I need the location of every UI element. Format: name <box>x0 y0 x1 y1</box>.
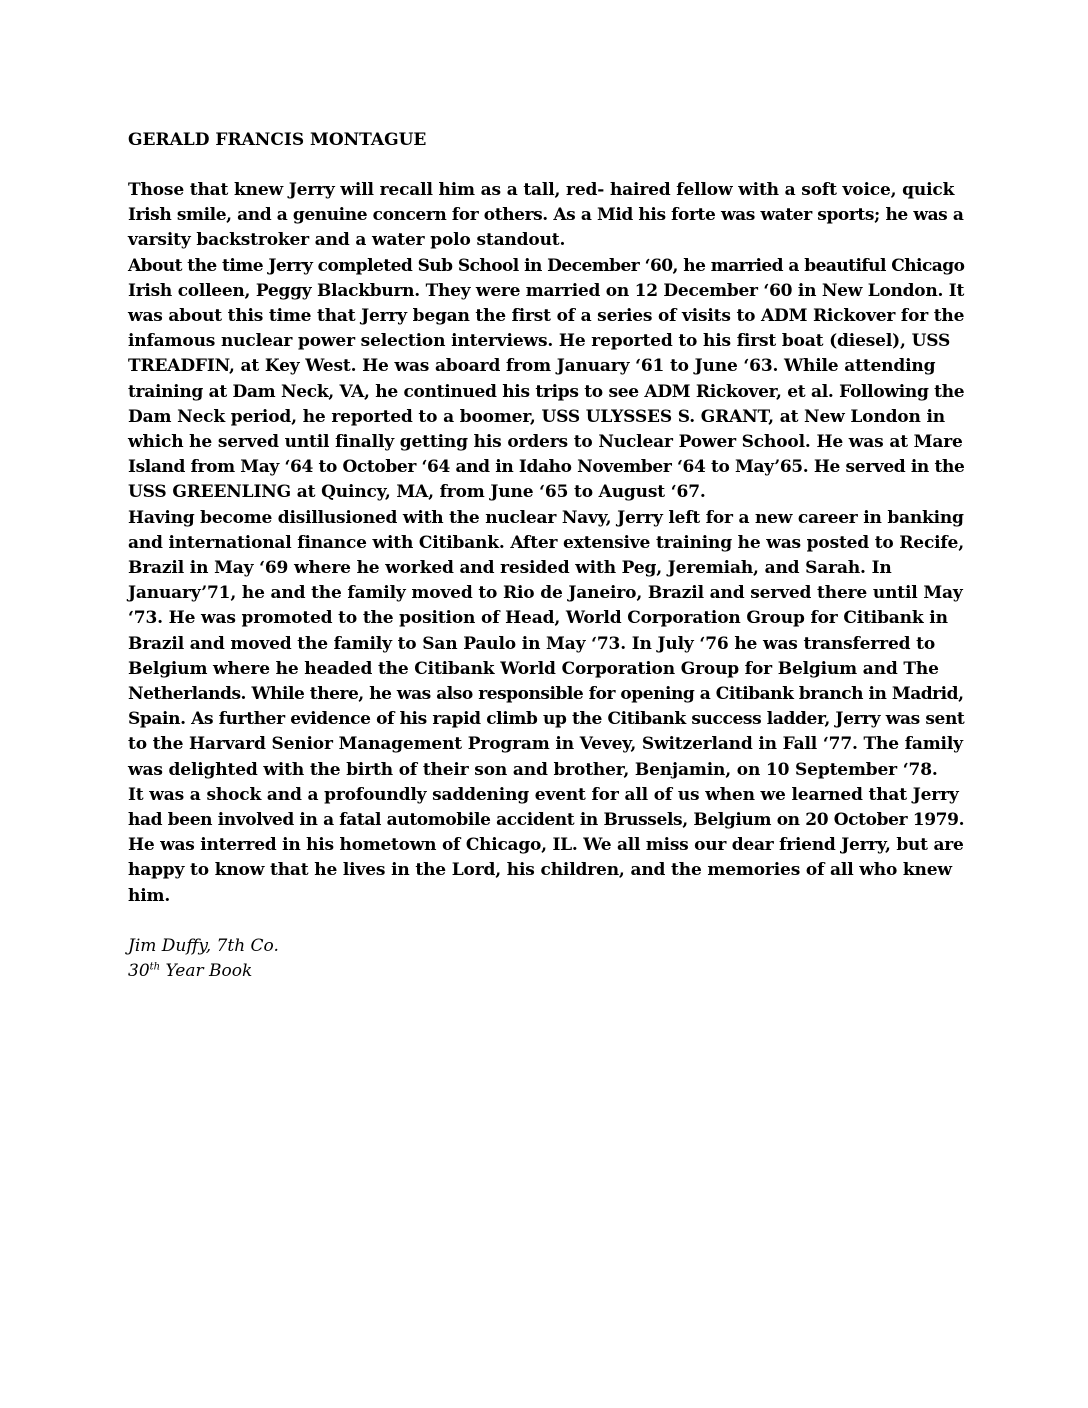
signature-block <box>128 934 964 984</box>
body-line: which he served until finally getting his orders to Nuclear Power School. He was at Mare <box>128 432 963 453</box>
body-line: Having become disillusioned with the nuclear Navy, Jerry left for a new career in banking <box>128 507 964 528</box>
body-line: January’71, he and the family moved to Rio de Janeiro, Brazil and served there until May <box>128 583 963 604</box>
body-line: He was interred in his hometown of Chicago, IL. We all miss our dear friend Jerry, but are <box>128 835 964 856</box>
body-line: Belgium where he headed the Citibank World Corporation Group for Belgium and The <box>128 658 939 679</box>
body-line: Brazil in May ‘69 where he worked and resided with Peg, Jeremiah, and Sarah. In <box>128 558 892 579</box>
body-line: training at Dam Neck, VA, he continued his trips to see ADM Rickover, et al. Following the <box>128 381 965 402</box>
source-number: 30 <box>128 961 150 982</box>
body-line: happy to know that he lives in the Lord, his children, and the memories of all who knew <box>128 860 952 881</box>
body-line: him. <box>128 885 171 906</box>
body-line: TREADFIN, at Key West. He was aboard from January ‘61 to June ‘63. While attending <box>128 356 936 377</box>
body-line: had been involved in a fatal automobile accident in Brussels, Belgium on 20 October 1979. <box>128 810 965 831</box>
body-line: Dam Neck period, he reported to a boomer, USS ULYSSES S. GRANT, at New London in <box>128 406 945 427</box>
body-line: Brazil and moved the family to San Paulo in May ‘73. In July ‘76 he was transferred to <box>128 633 936 654</box>
body-line: Those that knew Jerry will recall him as a tall, red- haired fellow with a soft voice, quick <box>128 180 955 200</box>
source-rest: Year Book <box>160 961 253 982</box>
source-suffix: th <box>149 961 161 973</box>
body-line: ‘73. He was promoted to the position of Head, World Corporation Group for Citibank in <box>128 608 948 629</box>
signature-author: Jim Duffy, 7th Co. <box>128 935 279 956</box>
signature-source <box>128 959 964 984</box>
body-line: Netherlands. While there, he was also responsible for opening a Citibank branch in Madrid, <box>128 684 964 705</box>
body-line: to the Harvard Senior Management Program in Vevey, Switzerland in Fall ‘77. The family <box>128 734 963 755</box>
body-line: and international finance with Citibank. After extensive training he was posted to Recife, <box>128 532 964 553</box>
body-line: Irish colleen, Peggy Blackburn. They were married on 12 December ‘60 in New London. It <box>128 280 965 301</box>
body-line: Island from May ‘64 to October ‘64 and in Idaho November ‘64 to May’65. He served in the <box>128 457 965 478</box>
document-content <box>128 128 964 984</box>
body-line: infamous nuclear power selection interviews. He reported to his first boat (diesel), USS <box>128 331 951 352</box>
body-line: Spain. As further evidence of his rapid climb up the Citibank success ladder, Jerry was sent <box>128 709 965 730</box>
document-title: GERALD FRANCIS MONTAGUE <box>128 130 427 150</box>
body-line: was about this time that Jerry began the first of a series of visits to ADM Rickover for the <box>128 306 965 327</box>
body-line: varsity backstroker and a water polo standout. <box>128 230 566 251</box>
document-body <box>128 178 964 909</box>
body-line: About the time Jerry completed Sub School in December ‘60, he married a beautiful Chicago <box>128 255 965 276</box>
body-line: It was a shock and a profoundly saddening event for all of us when we learned that Jerry <box>128 784 959 805</box>
body-line: Irish smile, and a genuine concern for others. As a Mid his forte was water sports; he was a <box>128 205 964 226</box>
body-line: was delighted with the birth of their son and brother, Benjamin, on 10 September ‘78. <box>128 759 938 780</box>
body-line: USS GREENLING at Quincy, MA, from June ‘65 to August ‘67. <box>128 482 706 503</box>
